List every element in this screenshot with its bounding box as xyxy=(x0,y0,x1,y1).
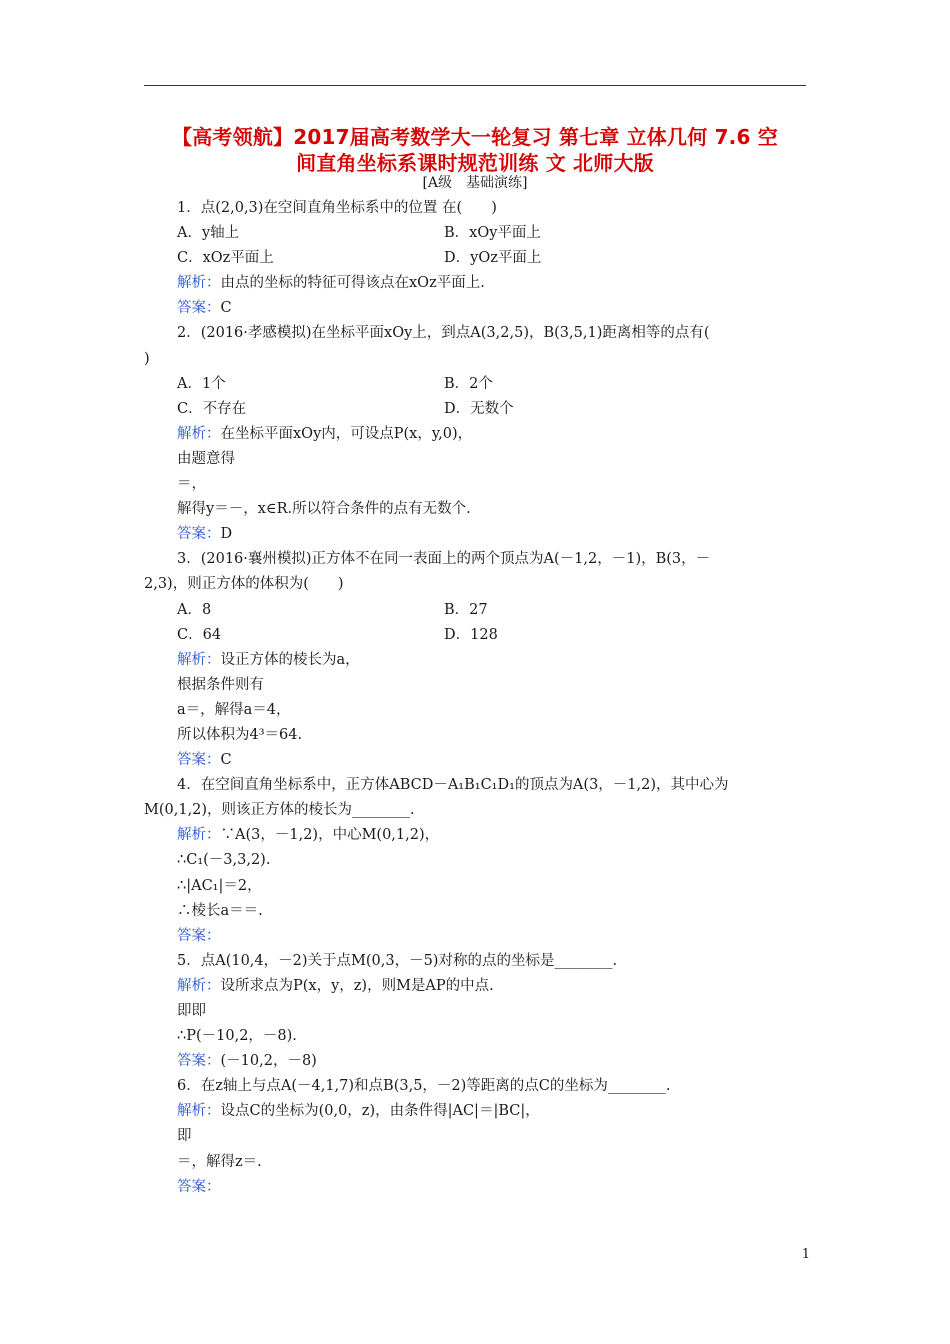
q2-analysis-line-4: 解得y＝－，x∈R.所以符合条件的点有无数个. xyxy=(177,501,471,518)
q5-analysis-line-2: 即即 xyxy=(177,1003,206,1019)
q2-options-row-1 xyxy=(144,372,808,397)
q4-stem-line-1: 4．在空间直角坐标系中，正方体ABCD－A₁B₁C₁D₁的顶点为A(3，－1,2)，其中心为 xyxy=(177,777,729,794)
q1-option-b: B．xOy平面上 xyxy=(444,225,541,242)
q6-analysis-text: 设点C的坐标为(0,0，z)，由条件得|AC|＝|BC|， xyxy=(220,1103,540,1120)
q1-stem: 1．点(2,0,3)在空间直角坐标系中的位置 在( ) xyxy=(177,200,497,216)
analysis-label: 解析： xyxy=(177,827,221,844)
header-rule xyxy=(144,85,806,86)
page-number: 1 xyxy=(801,1247,810,1262)
answer-label: 答案： xyxy=(177,1053,221,1070)
q3-stem-line-1: 3．(2016·襄州模拟)正方体不在同一表面上的两个顶点为A(－1,2，－1)，B(3，－ xyxy=(177,551,711,568)
answer-label: 答案： xyxy=(177,526,221,543)
q4-analysis-text: ∵A(3，－1,2)，中心M(0,1,2)， xyxy=(220,827,440,844)
answer-label: 答案： xyxy=(177,1178,221,1195)
q6-analysis-line-2: 即 xyxy=(177,1128,192,1145)
q2-option-a: A．1个 xyxy=(177,375,226,392)
q4-answer xyxy=(144,924,808,949)
q5-analysis xyxy=(144,974,808,999)
q3-analysis-line-2: 根据条件则有 xyxy=(177,676,264,693)
analysis-label: 解析： xyxy=(177,1103,221,1120)
q2-answer xyxy=(144,522,808,547)
q4-analysis-line-3: ∴|AC₁|＝2， xyxy=(177,877,262,894)
q3-option-c: C．64 xyxy=(177,626,222,643)
q1-option-c: C．xOz平面上 xyxy=(177,250,274,267)
q2-option-c: C．不存在 xyxy=(177,400,247,417)
section-subtitle: [A级 基础演练] xyxy=(422,175,528,191)
q2-stem-line-2: ) xyxy=(144,350,150,367)
q4-analysis-line-4: ∴棱长a＝＝. xyxy=(177,902,263,919)
q3-analysis xyxy=(144,648,808,673)
q5-analysis-line-3: ∴P(－10,2，－8). xyxy=(177,1028,297,1045)
document-title xyxy=(144,124,806,176)
analysis-label: 解析： xyxy=(177,275,221,292)
q4-stem-line-2: M(0,1,2)，则该正方体的棱长为________. xyxy=(144,802,415,819)
title-line-1: 【高考领航】2017届高考数学大一轮复习 第七章 立体几何 7.6 空 xyxy=(172,125,778,149)
q1-analysis xyxy=(144,271,808,296)
analysis-label: 解析： xyxy=(177,977,221,994)
q5-answer-value: (－10,2，－8) xyxy=(220,1053,317,1070)
analysis-label: 解析： xyxy=(177,425,221,442)
q3-analysis-text: 设正方体的棱长为a， xyxy=(220,651,360,668)
q2-analysis-line-3: ＝， xyxy=(177,476,206,493)
answer-label: 答案： xyxy=(177,927,221,944)
q2-options-row-2 xyxy=(144,397,808,422)
q1-option-a: A．y轴上 xyxy=(177,225,240,242)
q3-options-row-2 xyxy=(144,623,808,648)
q2-option-b: B．2个 xyxy=(444,375,493,392)
analysis-label: 解析： xyxy=(177,651,221,668)
q6-analysis-line-3: ＝，解得z＝. xyxy=(177,1153,262,1170)
q6-stem: 6．在z轴上与点A(－4,1,7)和点B(3,5，－2)等距离的点C的坐标为________. xyxy=(177,1078,671,1095)
q5-answer xyxy=(144,1049,808,1074)
answer-label: 答案： xyxy=(177,300,221,317)
q1-analysis-text: 由点的坐标的特征可得该点在xOz平面上. xyxy=(220,275,485,292)
title-line-2: 间直角坐标系课时规范训练 文 北师大版 xyxy=(296,151,654,175)
q1-answer-value: C xyxy=(220,300,232,317)
q1-answer xyxy=(144,296,808,321)
q3-option-d: D．128 xyxy=(444,626,498,643)
q3-answer-value: C xyxy=(220,752,232,769)
q5-stem: 5．点A(10,4，－2)关于点M(0,3，－5)对称的点的坐标是________. xyxy=(177,952,618,969)
q2-analysis-line-2: 由题意得 xyxy=(177,450,235,467)
answer-label: 答案： xyxy=(177,752,221,769)
q1-options-row-2 xyxy=(144,246,808,271)
q4-analysis xyxy=(144,823,808,848)
q2-option-d: D．无数个 xyxy=(444,400,514,417)
q6-analysis xyxy=(144,1099,808,1124)
q5-analysis-text: 设所求点为P(x，y，z)，则M是AP的中点. xyxy=(220,977,494,994)
q2-analysis xyxy=(144,422,808,447)
q3-option-b: B．27 xyxy=(444,601,488,618)
q2-analysis-text: 在坐标平面xOy内，可设点P(x，y,0)， xyxy=(220,425,473,442)
q3-options-row-1 xyxy=(144,598,808,623)
q3-analysis-line-4: 所以体积为4³＝64. xyxy=(177,726,303,743)
q2-answer-value: D xyxy=(220,526,233,543)
q3-answer xyxy=(144,748,808,773)
q3-stem-line-2: 2,3)，则正方体的体积为( ) xyxy=(144,576,344,593)
exercise-content xyxy=(144,196,808,1200)
q2-stem-line-1: 2．(2016·孝感模拟)在坐标平面xOy上，到点A(3,2,5)，B(3,5,1)距离相等的点有( xyxy=(177,325,710,342)
q1-options-row-1 xyxy=(144,221,808,246)
q4-analysis-line-2: ∴C₁(－3,3,2). xyxy=(177,852,271,869)
q3-analysis-line-3: a＝，解得a＝4， xyxy=(177,701,291,718)
q6-answer xyxy=(144,1175,808,1200)
q3-option-a: A．8 xyxy=(177,601,212,618)
q1-option-d: D．yOz平面上 xyxy=(444,250,542,267)
